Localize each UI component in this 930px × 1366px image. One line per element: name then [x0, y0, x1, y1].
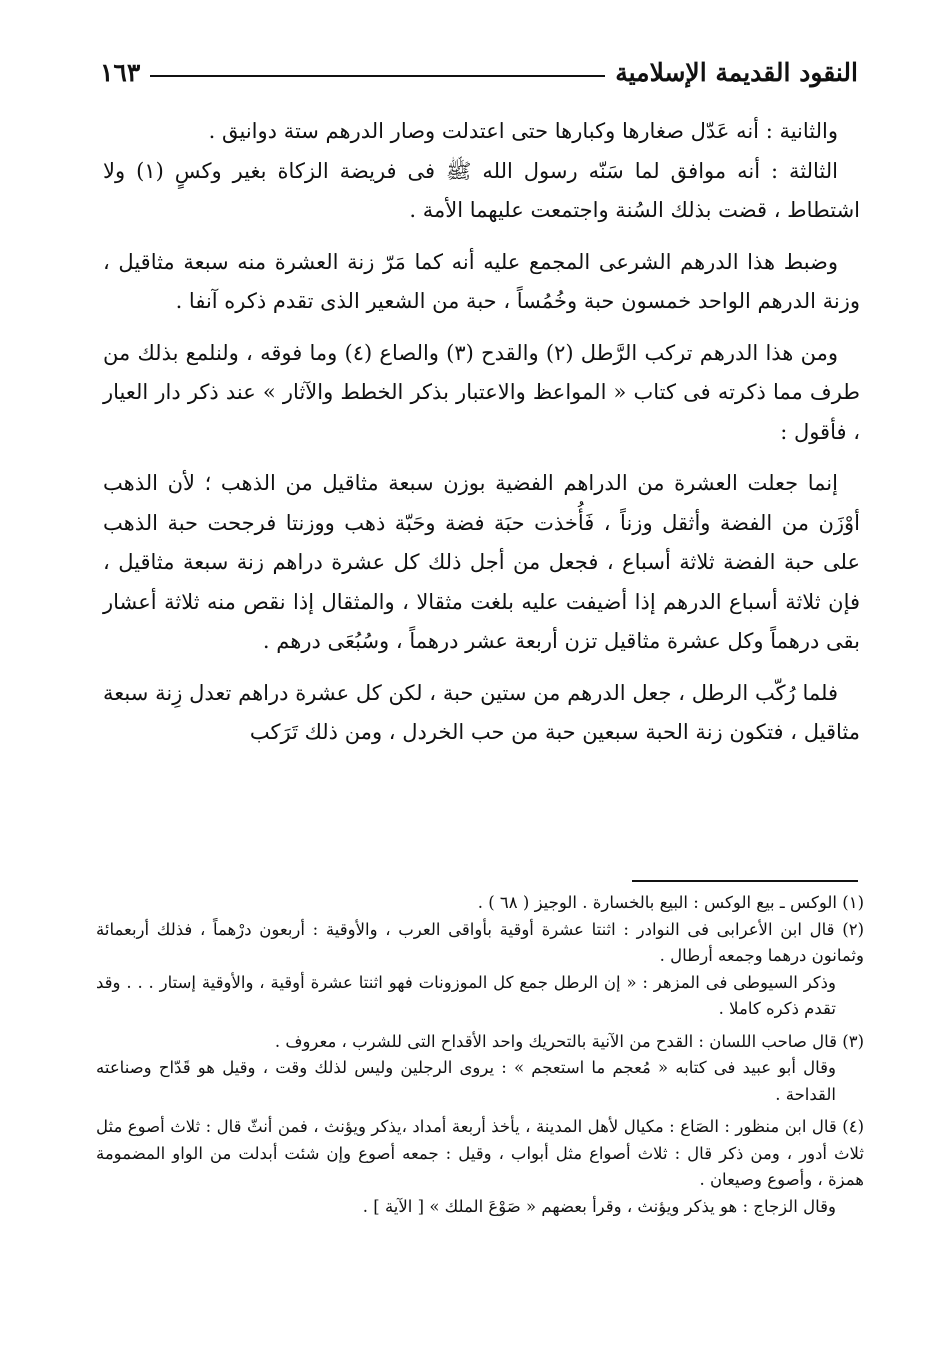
page-number: ١٦٣	[100, 57, 141, 87]
paragraph: الثالثة : أنه موافق لما سَنّه رسول الله ﷺ فى فريضة الزكاة بغير وكسٍ (١) ولا اشتطاط ، قضت بذلك السُنة واجتمعت عليهما الأمة .	[103, 158, 860, 222]
footnote-3-continuation: وقال أبو عبيد فى كتابه « مُعجم ما استعجم » : يروى الرجلين وليس لذلك وقت ، وقيل هو قَدّاح وصناعته القداحة .	[96, 1058, 836, 1104]
footnote-4-continuation: وقال الزجاج : هو يذكر ويؤنث ، وقرأ بعضهم « صَوْعَ الملك » [ الآية ] .	[362, 1196, 836, 1216]
running-title: النقود القديمة الإسلامية	[615, 57, 858, 87]
main-text	[103, 112, 860, 753]
footnotes	[96, 890, 864, 1220]
paragraph: والثانية : أنه عَدّل صغارها وكبارها حتى اعتدلت وصار الدرهم ستة دوانيق .	[208, 119, 838, 143]
footnote-1: (١) الوكس ـ بيع الوكس : البيع بالخسارة . الوجيز ( ٦٨ ) .	[477, 893, 864, 912]
paragraph: وضبط هذا الدرهم الشرعى المجمع عليه أنه كما مَرّ زنة العشرة منه سبعة مثاقيل ، وزنة الدرهم الواحد خمسون حبة وخُمُساً ، حبة من الشعير الذى تقدم ذكره آنفا .	[103, 249, 860, 313]
header-rule	[150, 75, 605, 77]
paragraph: إنما جعلت العشرة من الدراهم الفضية بوزن سبعة مثاقيل من الذهب ؛ لأن الذهب أوْزَن من الفضة وأثقل وزناً ، فَأُخذت حبَة فضة وحَبّة ذهب ووزنتا فرجحت حبة الذهب على حبة الفضة ثلاثة أسباع ، فجعل من أجل ذلك كل عشرة دراهم زنة سبعة مثاقيل ، فإن ثلاثة أسباع الدرهم إذا أضيفت عليه بلغت مثقالا ، والمثقال إذا نقص منه ثلاثة أعشار بقى درهماً وكل عشرة مثاقيل تزن أربعة عشر درهماً ، وسُبُعَى درهم .	[103, 471, 860, 653]
paragraph: ومن هذا الدرهم تركب الرَّطل (٢) والقدح (٣) والصاع (٤) وما فوقه ، ولنلمع بذلك من طرف مما ذكرته فى كتاب « المواعظ والاعتبار بذكر الخطط والآثار » عند ذكر دار العيار ، فأقول :	[103, 340, 860, 444]
footnote-4: (٤) قال ابن منظور : الصَاع : مكيال لأهل المدينة ، يأخذ أربعة أمداد ،يذكر ويؤنث ، فمن أنثّ قال : ثلاث أصوع مثل ثلاث أدور ، ومن ذكر قال : ثلاث أصواع مثل أبواب ، وقيل : جمعه أصوع وإن شئت أبدلت من الواو المضمومة همزة ، وأصوع وصيعان .	[96, 1117, 864, 1189]
paragraph: فلما رُكّب الرطل ، جعل الدرهم من ستين حبة ، لكن كل عشرة دراهم تعدل زِنة سبعة مثاقيل ، فتكون زنة الحبة سبعين حبة من حب الخردل ، ومن ذلك تَرَكب	[103, 680, 860, 744]
footnote-2-continuation: وذكر السيوطى فى المزهر : « إن الرطل جمع كل الموزونات فهو اثنتا عشرة أوقية ، والأوقية إستار . . . وقد تقدم ذكره كاملا .	[96, 972, 836, 1018]
footnote-rule	[632, 880, 858, 882]
page-header	[100, 52, 858, 92]
footnote-2: (٢) قال ابن الأعرابى فى النوادر : اثنتا عشرة أوقية بأواقى العرب ، والأوقية : أربعون درْهماً ، فذلك أربعمائة وثمانون درهما وجمعه أرطال .	[96, 919, 864, 965]
footnote-3: (٣) قال صاحب اللسان : القدح من الآنية بالتحريك واحد الأقداح التى للشرب ، معروف .	[274, 1031, 864, 1051]
